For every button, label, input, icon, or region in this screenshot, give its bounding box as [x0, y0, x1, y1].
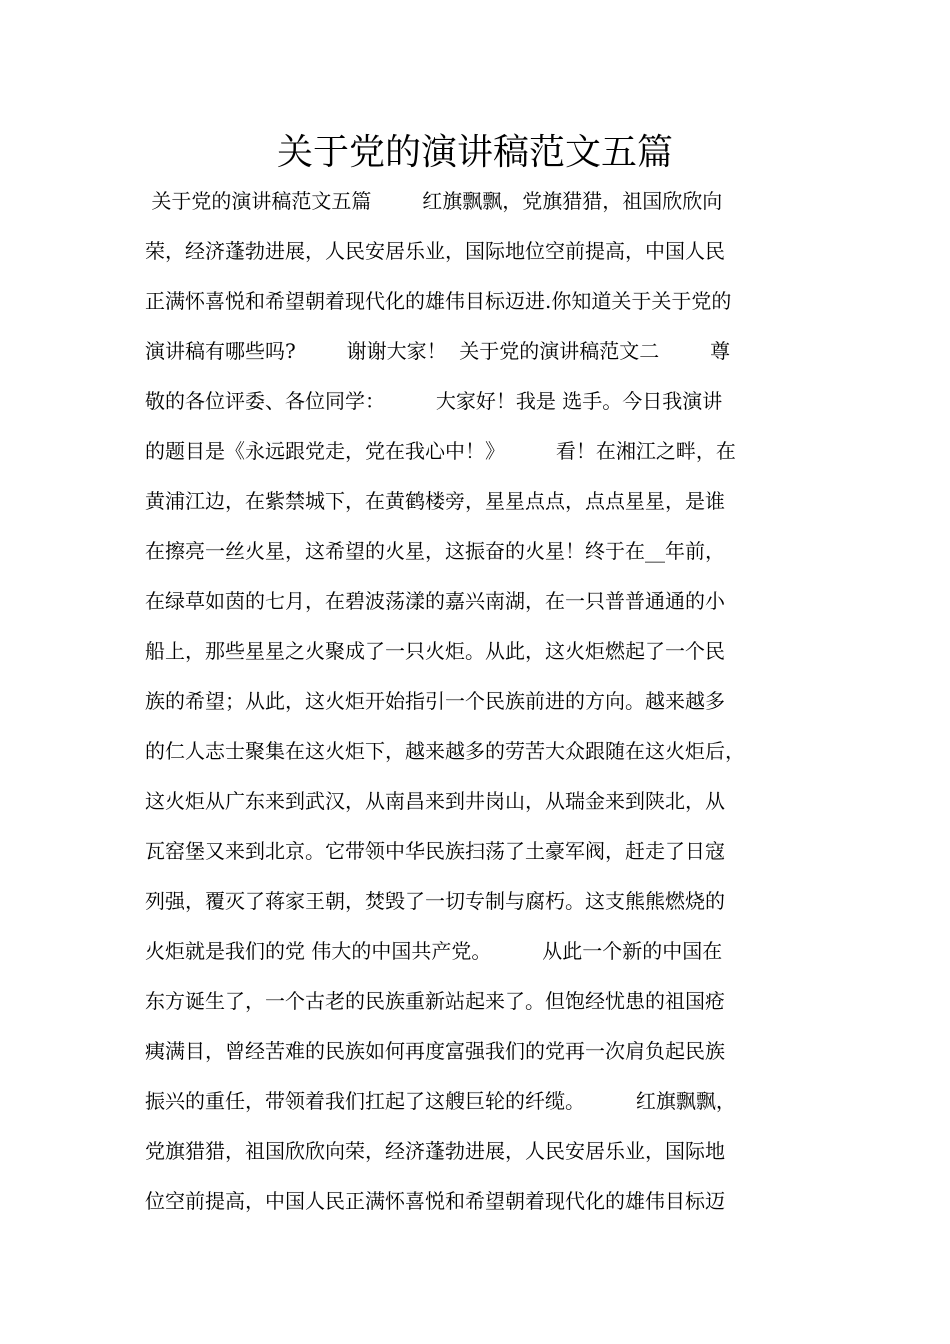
body-line-19: 振兴的重任，带领着我们扛起了这艘巨轮的纤缆。 红旗飘飘， — [145, 1089, 736, 1113]
document-title: 关于党的演讲稿范文五篇 — [276, 132, 673, 173]
body-line-1: 关于党的演讲稿范文五篇 红旗飘飘，党旗猎猎，祖国欣欣向 — [145, 189, 723, 213]
body-line-21: 位空前提高，中国人民正满怀喜悦和希望朝着现代化的雄伟目标迈 — [145, 1189, 725, 1213]
body-line-12: 的仁人志士聚集在这火炬下，越来越多的劳苦大众跟随在这火炬后， — [145, 739, 745, 763]
body-line-20: 党旗猎猎，祖国欣欣向荣，经济蓬勃进展，人民安居乐业，国际地 — [145, 1139, 725, 1163]
body-line-6: 的题目是《永远跟党走，党在我心中！》 看！在湘江之畔，在 — [145, 439, 736, 463]
body-line-3: 正满怀喜悦和希望朝着现代化的雄伟目标迈进.你知道关于关于党的 — [145, 289, 732, 313]
body-line-10: 船上，那些星星之火聚成了一只火炬。从此，这火炬燃起了一个民 — [145, 639, 725, 663]
body-line-18: 痍满目，曾经苦难的民族如何再度富强我们的党再一次肩负起民族 — [145, 1039, 725, 1063]
document-body — [145, 178, 815, 1228]
body-line-11: 族的希望；从此，这火炬开始指引一个民族前进的方向。越来越多 — [145, 689, 725, 713]
body-line-9: 在绿草如茵的七月，在碧波荡漾的嘉兴南湖，在一只普普通通的小 — [145, 589, 725, 613]
body-line-2: 荣，经济蓬勃进展，人民安居乐业，国际地位空前提高，中国人民 — [145, 239, 725, 263]
body-line-17: 东方诞生了，一个古老的民族重新站起来了。但饱经忧患的祖国疮 — [145, 989, 725, 1013]
body-line-8: 在擦亮一丝火星，这希望的火星，这振奋的火星！终于在__年前， — [145, 539, 725, 563]
body-line-5: 敬的各位评委、各位同学： 大家好！我是 选手。今日我演讲 — [145, 389, 723, 413]
body-line-16: 火炬就是我们的党 伟大的中国共产党。 从此一个新的中国在 — [145, 939, 723, 963]
body-line-13: 这火炬从广东来到武汉，从南昌来到井岗山，从瑞金来到陕北，从 — [145, 789, 725, 813]
body-line-4: 演讲稿有哪些吗? 谢谢大家！ 关于党的演讲稿范文二 尊 — [145, 339, 731, 363]
body-line-14: 瓦窑堡又来到北京。它带领中华民族扫荡了土豪军阀，赶走了日寇 — [145, 839, 725, 863]
body-line-7: 黄浦江边，在紫禁城下，在黄鹤楼旁，星星点点，点点星星，是谁 — [145, 489, 725, 513]
body-line-15: 列强，覆灭了蒋家王朝，焚毁了一切专制与腐朽。这支熊熊燃烧的 — [145, 889, 725, 913]
